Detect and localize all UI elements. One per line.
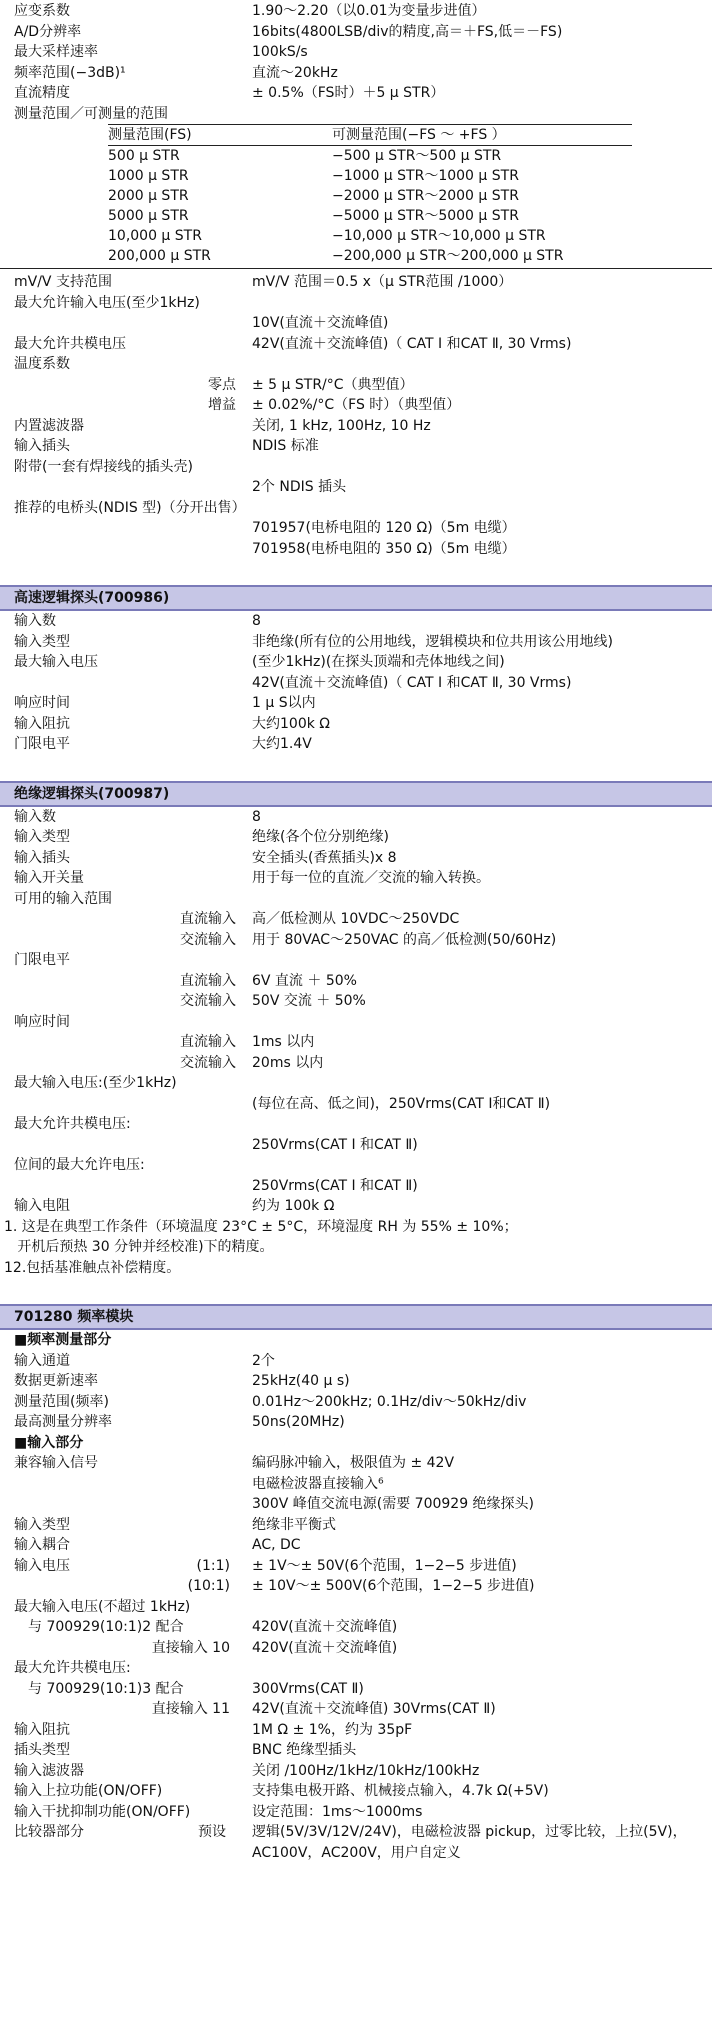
spec-label: 可用的输入范围 (14, 890, 112, 907)
spec-label: 内置滤波器 (14, 417, 84, 434)
range-table (108, 124, 632, 266)
spec-value: 50V 交流 ＋ 50% (252, 993, 366, 1009)
range-title: 测量范围／可测量的范围 (14, 105, 168, 122)
spec-label: 温度系数 (14, 356, 70, 372)
spec-row (0, 375, 712, 396)
spec-label: mV/V 支持范围 (14, 274, 112, 290)
spec-value: 42V(直流＋交流峰值)（ CAT Ⅰ 和CAT Ⅱ, 30 Vrms) (252, 335, 572, 352)
spec-row (0, 1453, 712, 1474)
spec-value: ± 0.5%（FS时）＋5 μ STR） (252, 85, 445, 101)
spec-row (0, 714, 712, 735)
spec-row (0, 477, 712, 498)
range-cell: −5000 μ STR～5000 μ STR (332, 208, 519, 224)
spec-label: 测量范围(频率) (14, 1393, 109, 1410)
spec-label: 附带(一套有焊接线的插头壳) (14, 458, 193, 475)
range-cell: 1000 μ STR (108, 168, 189, 184)
spec-row (0, 632, 712, 653)
spec-row (0, 22, 712, 43)
spec-label: 输入类型 (14, 1516, 70, 1533)
spec-value: 300Vrms(CAT Ⅱ) (252, 1680, 364, 1697)
spec-label: 输入开关量 (14, 870, 84, 886)
spec-value: mV/V 范围＝0.5 x（μ STR范围 /1000） (252, 274, 513, 290)
spec-row (0, 1412, 712, 1433)
spec-row (0, 313, 712, 334)
spec-sublabel: 交流输入 (180, 1054, 236, 1071)
spec-value: (至少1kHz)(在探头顶端和壳体地线之间) (252, 654, 505, 670)
spec-row (0, 889, 712, 910)
spec-label: 输入类型 (14, 633, 70, 650)
spec-row (0, 1351, 712, 1372)
spec-value: (每位在高、低之间)，250Vrms(CAT Ⅰ和CAT Ⅱ) (252, 1095, 551, 1112)
spec-row (0, 457, 712, 478)
spec-row (0, 1135, 712, 1156)
spec-row (0, 1032, 712, 1053)
spec-label: 推荐的电桥头(NDIS 型)（分开出售） (14, 499, 246, 516)
spec-label: 最大允许共模电压: (14, 1660, 131, 1676)
spec-value: 50ns(20MHz) (252, 1414, 345, 1430)
spec-label: 输入电阻 (14, 1198, 70, 1214)
spec-row (0, 272, 712, 293)
spec-label: 输入上拉功能(ON/OFF) (14, 1783, 163, 1799)
spec-row (0, 1781, 712, 1802)
range-cell: 5000 μ STR (108, 208, 189, 224)
spec-row (0, 1597, 712, 1618)
spec-row (0, 930, 712, 951)
spec-row (0, 83, 712, 104)
spec-label: 插头类型 (14, 1742, 70, 1758)
spec-value: BNC 绝缘型插头 (252, 1742, 357, 1758)
spec-row (0, 1176, 712, 1197)
spec-row (0, 1740, 712, 1761)
spec-label: 输入耦合 (14, 1537, 70, 1553)
spec-value: 2个 (252, 1352, 275, 1369)
spec-row (0, 1094, 712, 1115)
spec-row (0, 1617, 712, 1638)
range-cell: 2000 μ STR (108, 188, 189, 204)
spec-row (0, 1699, 712, 1720)
spec-sublabel: 与 700929(10:1)3 配合 (28, 1680, 184, 1697)
spec-value: 安全插头(香蕉插头)x 8 (252, 849, 397, 866)
spec-value: 约为 100k Ω (252, 1198, 335, 1214)
spec-label: 应变系数 (14, 3, 70, 19)
spec-value: ± 10V～± 500V(6个范围，1−2−5 步进值) (252, 1578, 535, 1594)
spec-label: 输入阻抗 (14, 1721, 70, 1738)
spec-row (0, 63, 712, 84)
spec-label: 直流精度 (14, 85, 70, 101)
spec-value: 25kHz(40 μ s) (252, 1373, 350, 1389)
spec-sublabel: 零点 (208, 376, 236, 393)
spec-sublabel: 交流输入 (180, 931, 236, 948)
spec-row (0, 1556, 712, 1577)
spec-row (0, 293, 712, 314)
spec-row (0, 1720, 712, 1741)
spec-value: 701958(电桥电阻的 350 Ω)（5m 电缆） (252, 540, 516, 557)
spec-row (0, 334, 712, 355)
spec-row (0, 518, 712, 539)
spec-row (0, 1053, 712, 1074)
spec-sublabel: 增益 (208, 397, 236, 413)
spec-label: 最大输入电压 (14, 654, 98, 670)
spec-row (0, 416, 712, 437)
spec-value: 16bits(4800LSB/div的精度,高＝＋FS,低＝－FS) (252, 23, 563, 40)
spec-row (0, 1658, 712, 1679)
spec-row (0, 1114, 712, 1135)
spec-value: 8 (252, 613, 261, 629)
spec-sublabel: (1:1) (196, 1557, 230, 1574)
spec-label: 输入通道 (14, 1352, 70, 1369)
spec-row (0, 1073, 712, 1094)
iso-probe-block (0, 807, 712, 1217)
spec-row (0, 991, 712, 1012)
spec-label: 门限电平 (14, 952, 70, 968)
footnote: 1. 这是在典型工作条件（环境温度 23°C ± 5°C，环境湿度 RH 为 55% ± 10%； (4, 1218, 518, 1235)
spec-row (0, 1196, 712, 1217)
spec-label: 最大允许共模电压 (14, 335, 126, 352)
spec-value: 250Vrms(CAT Ⅰ 和CAT Ⅱ) (252, 1136, 418, 1153)
section-header-iso-probe: 绝缘逻辑探头(700987) (0, 781, 712, 807)
spec-row (0, 1802, 712, 1823)
spec-value: 1M Ω ± 1%，约为 35pF (252, 1721, 413, 1738)
spec-label: 最大输入电压(不超过 1kHz) (14, 1598, 191, 1615)
range-table-row (108, 186, 632, 206)
range-cell: 500 μ STR (108, 148, 180, 164)
spec-value: 非绝缘(所有位的公用地线，逻辑模块和位共用该公用地线) (252, 633, 613, 650)
spec-value: 250Vrms(CAT Ⅰ 和CAT Ⅱ) (252, 1177, 418, 1194)
freq-module-block (0, 1330, 712, 1863)
spec-row (0, 539, 712, 560)
spec-value: 绝缘非平衡式 (252, 1516, 336, 1533)
spec-value: 100kS/s (252, 44, 308, 60)
spec-value: 1 μ S以内 (252, 695, 316, 711)
spec-label: 输入阻抗 (14, 715, 70, 732)
range-table-row (108, 206, 632, 226)
spec-sublabel: 与 700929(10:1)2 配合 (28, 1619, 184, 1635)
spec-row (0, 42, 712, 63)
spec-label: 最大采样速率 (14, 44, 98, 60)
spec-label: 门限电平 (14, 736, 70, 752)
spec-row (0, 1371, 712, 1392)
spec-value: ± 0.02%/°C（FS 时）（典型值） (252, 397, 461, 413)
range-table-row (108, 246, 632, 266)
range-table-row (108, 146, 632, 167)
spec-label: 输入干扰抑制功能(ON/OFF) (14, 1803, 191, 1820)
spec-row (0, 1535, 712, 1556)
spec-row (0, 1392, 712, 1413)
spec-label: 输入类型 (14, 829, 70, 845)
spec-label: 输入插头 (14, 438, 70, 454)
spec-value: 逻辑(5V/3V/12V/24V)，电磁检波器 pickup，过零比较，上拉(5V)，AC100V，AC200V，用户自定义 (252, 1824, 687, 1861)
spec-sublabel: 直流输入 (180, 911, 236, 927)
subsection-title: ■输入部分 (14, 1434, 84, 1451)
spec-label: 输入数 (14, 613, 56, 629)
spec-row (0, 395, 712, 416)
footnotes (0, 1217, 712, 1279)
spec-row (0, 673, 712, 694)
spec-value: 高／低检测从 10VDC～250VDC (252, 911, 460, 927)
spec-row (0, 436, 712, 457)
spec-value: 42V(直流＋交流峰值) 30Vrms(CAT Ⅱ) (252, 1701, 496, 1717)
spec-value: 大约1.4V (252, 736, 312, 752)
spec-sublabel: (10:1) (187, 1578, 230, 1594)
table-divider (0, 268, 712, 269)
spec-row (0, 1822, 712, 1863)
range-table-row (108, 166, 632, 186)
spec-row (0, 1155, 712, 1176)
range-cell: 10,000 μ STR (108, 228, 202, 244)
spec-sublabel: 交流输入 (180, 993, 236, 1009)
spec-value: 300V 峰值交流电源(需要 700929 绝缘探头) (252, 1496, 535, 1512)
spec-row (0, 498, 712, 519)
range-cell: 200,000 μ STR (108, 248, 211, 264)
spec-value: 42V(直流＋交流峰值)（ CAT Ⅰ 和CAT Ⅱ, 30 Vrms) (252, 674, 572, 691)
spec-label: 位间的最大允许电压: (14, 1157, 145, 1173)
spec-label: A/D分辨率 (14, 23, 82, 40)
range-header-fs: 测量范围(FS) (108, 125, 332, 146)
spec-row (0, 693, 712, 714)
spec-row (0, 1761, 712, 1782)
spec-label: 最大允许共模电压: (14, 1116, 131, 1132)
spec-value: 10V(直流＋交流峰值) (252, 315, 389, 331)
spec-label: 兼容输入信号 (14, 1455, 98, 1471)
footnote: 开机后预热 30 分钟并经校准)下的精度。 (4, 1239, 274, 1255)
spec-sublabel: 直流输入 (180, 1034, 236, 1050)
section-header-hs-probe: 高速逻辑探头(700986) (0, 585, 712, 611)
spec-value: NDIS 标准 (252, 438, 319, 454)
spec-value: 701957(电桥电阻的 120 Ω)（5m 电缆） (252, 520, 516, 536)
range-cell: −500 μ STR～500 μ STR (332, 148, 502, 164)
hs-probe-block (0, 611, 712, 755)
spec-value: 电磁检波器直接输入⁶ (252, 1475, 384, 1492)
spec-label: 输入插头 (14, 849, 70, 866)
spec-value: 编码脉冲输入，极限值为 ± 42V (252, 1455, 455, 1471)
spec-row (0, 1474, 712, 1495)
range-cell: −2000 μ STR～2000 μ STR (332, 188, 519, 204)
spec-label: 输入滤波器 (14, 1762, 84, 1779)
spec-row (0, 909, 712, 930)
spec-row (0, 868, 712, 889)
spec-label: 输入数 (14, 808, 56, 825)
spec-sublabel: 预设 (198, 1824, 226, 1840)
spec-row (0, 734, 712, 755)
subsection-title: ■频率测量部分 (14, 1332, 112, 1348)
spec-value: 2个 NDIS 插头 (252, 479, 347, 495)
spec-value: 0.01Hz～200kHz; 0.1Hz/div～50kHz/div (252, 1393, 527, 1410)
spec-value: 大约100k Ω (252, 715, 330, 732)
spec-row (0, 1012, 712, 1033)
spec-value: 1ms 以内 (252, 1034, 315, 1050)
spec-row (0, 1576, 712, 1597)
spec-value: ± 1V～± 50V(6个范围，1−2−5 步进值) (252, 1557, 517, 1574)
spec-value: 6V 直流 ＋ 50% (252, 972, 357, 989)
section-header-freq-module: 701280 频率模块 (0, 1304, 712, 1330)
spec-value: 420V(直流＋交流峰值) (252, 1619, 398, 1635)
spec-value: 20ms 以内 (252, 1054, 324, 1071)
spec-row (0, 1, 712, 22)
spec-value: 420V(直流＋交流峰值) (252, 1639, 398, 1656)
range-header-measurable: 可测量范围(−FS ～ +FS ） (332, 125, 632, 146)
spec-value: 用于 80VAC～250VAC 的高／低检测(50/60Hz) (252, 931, 557, 948)
spec-value: 设定范围：1ms～1000ms (252, 1803, 423, 1820)
spec-value: ± 5 μ STR/°C（典型值） (252, 376, 414, 393)
spec-row (0, 1679, 712, 1700)
spec-value: 关闭, 1 kHz, 100Hz, 10 Hz (252, 417, 431, 434)
spec-label: 频率范围(−3dB)¹ (14, 64, 126, 81)
spec-label: 数据更新速率 (14, 1373, 98, 1389)
spec-value: 关闭 /100Hz/1kHz/10kHz/100kHz (252, 1762, 480, 1779)
range-cell: −200,000 μ STR～200,000 μ STR (332, 248, 564, 264)
strain-spec-block (0, 1, 712, 559)
spec-row (0, 827, 712, 848)
spec-label: 比较器部分 (14, 1824, 84, 1840)
spec-row (0, 652, 712, 673)
range-table-row (108, 226, 632, 246)
spec-label: 输入电压 (14, 1557, 70, 1574)
spec-label: 最高测量分辨率 (14, 1414, 112, 1430)
spec-value: 1.90～2.20（以0.01为变量步进值） (252, 3, 486, 19)
spec-value: 直流～20kHz (252, 64, 338, 81)
spec-label: 最大允许输入电压(至少1kHz) (14, 294, 200, 311)
spec-value: 用于每一位的直流／交流的输入转换。 (252, 870, 490, 886)
spec-sublabel: 直流输入 (180, 972, 236, 989)
spec-row (0, 971, 712, 992)
spec-row (0, 1515, 712, 1536)
spec-label: 最大输入电压:(至少1kHz) (14, 1075, 177, 1091)
spec-value: 支持集电极开路、机械接点输入，4.7k Ω(+5V) (252, 1783, 549, 1799)
spec-row (0, 807, 712, 828)
spec-sublabel: 直接输入 11 (151, 1701, 230, 1717)
range-cell: −10,000 μ STR～10,000 μ STR (332, 228, 546, 244)
range-cell: −1000 μ STR～1000 μ STR (332, 168, 519, 184)
spec-value: 8 (252, 808, 261, 825)
spec-row (0, 1638, 712, 1659)
spec-row (0, 950, 712, 971)
spec-row (0, 848, 712, 869)
range-table-header (108, 125, 632, 146)
spec-sublabel: 直接输入 10 (151, 1639, 230, 1656)
spec-label: 响应时间 (14, 1013, 70, 1030)
spec-row (0, 1494, 712, 1515)
spec-row (0, 611, 712, 632)
spec-value: 绝缘(各个位分别绝缘) (252, 829, 389, 845)
spec-row (0, 354, 712, 375)
footnote: 12.包括基准触点补偿精度。 (4, 1259, 181, 1276)
spec-value: AC, DC (252, 1537, 301, 1553)
spec-label: 响应时间 (14, 695, 70, 711)
